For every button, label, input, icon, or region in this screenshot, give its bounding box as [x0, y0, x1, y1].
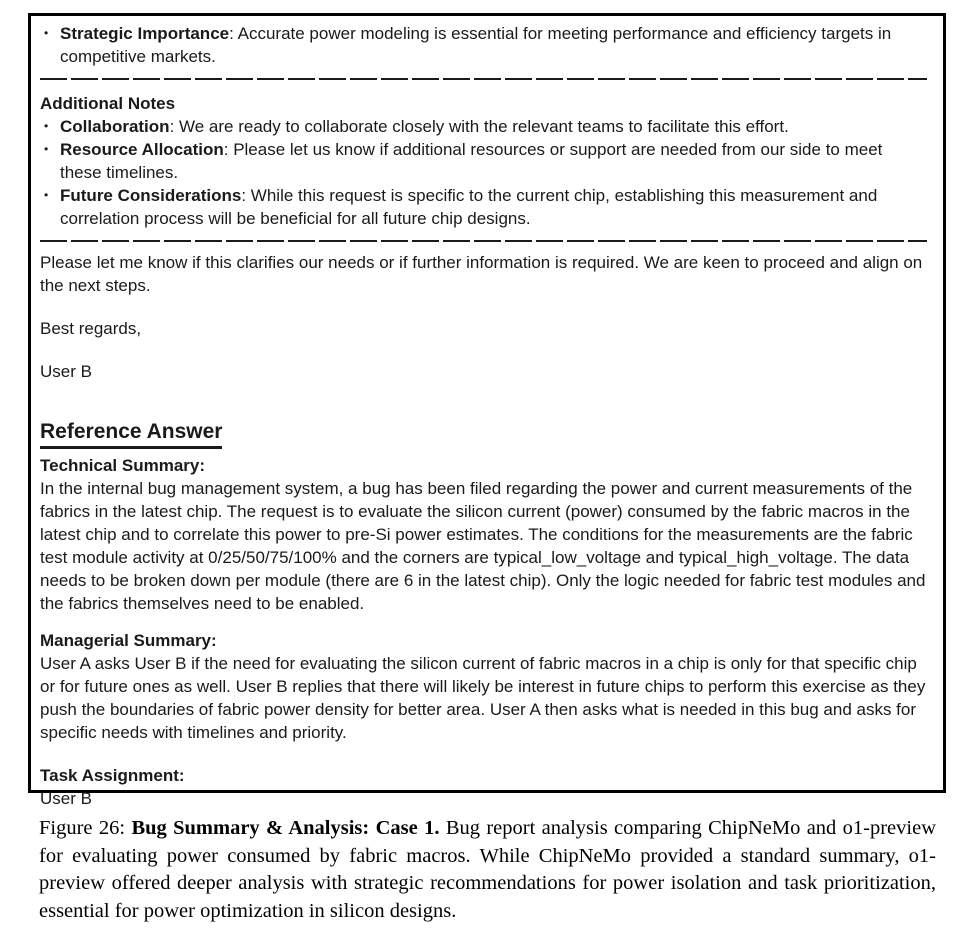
task-assignment-heading: Task Assignment:: [40, 766, 185, 785]
bullet-icon: •: [44, 119, 49, 133]
list-item-text: [60, 22, 927, 68]
list-item-body: : Accurate power modeling is essential for meeting performance and efficiency targets in competitive markets.: [60, 24, 892, 66]
bullet-icon: •: [44, 188, 49, 202]
reference-answer-heading: [40, 419, 927, 445]
list-item-resource-allocation: [40, 138, 927, 184]
bullet-icon: •: [44, 26, 49, 40]
signature-text: User B: [40, 362, 92, 381]
technical-summary-heading: Technical Summary:: [40, 456, 206, 475]
technical-summary-paragraph: In the internal bug management system, a bug has been filed regarding the power and current measurements of the fabrics in the latest chip. The request is to evaluate the silicon current (power) consumed by the fabric macros in the latest chip and to correlate this power to pre-Si power estimates. The conditions for the measurements are the fabric test module activity at 0/25/50/75/100% and the corners are typical_low_voltage and typical_high_voltage. The data needs to be broken down per module (there are 6 in the latest chip). Only the logic needed for fabric test modules and the fabrics themselves need to be enabled.: [40, 479, 926, 613]
list-item-label: Strategic Importance: [60, 24, 230, 43]
task-assignment-value: User B: [40, 789, 92, 808]
list-item-future-considerations: [40, 184, 927, 230]
separator-line: [40, 78, 927, 80]
list-item-text: [60, 115, 927, 138]
bullet-icon: •: [44, 142, 49, 156]
list-item-label: Resource Allocation: [60, 140, 224, 159]
list-item-text: [60, 184, 927, 230]
list-item-body: : Please let us know if additional resources or support are needed from our side to meet these timelines.: [60, 140, 883, 182]
additional-notes-heading: Additional Notes: [40, 94, 176, 113]
managerial-summary-heading: Managerial Summary:: [40, 631, 217, 650]
list-item-body: : We are ready to collaborate closely with the relevant teams to facilitate this effort.: [169, 117, 789, 136]
managerial-summary-paragraph: User A asks User B if the need for evaluating the silicon current of fabric macros in a chip is only for that specific chip or for future ones as well. User B replies that there will likely be interest in future chips to perform this exercise as they push the boundaries of fabric power density for better area. User A then asks what is needed in this bug and asks for specific needs with timelines and priority.: [40, 654, 926, 742]
bug-report-figure-box: [28, 13, 946, 808]
figure-caption-prefix: Figure 26:: [39, 817, 132, 839]
list-item-label: Collaboration: [60, 117, 170, 136]
figure-caption: [39, 815, 936, 925]
reference-answer-heading-text: Reference Answer: [40, 420, 222, 449]
list-item-collaboration: [40, 115, 927, 138]
figure-caption-title: Bug Summary & Analysis: Case 1.: [131, 817, 440, 839]
list-item-strategic-importance: [40, 22, 927, 68]
list-item-label: Future Considerations: [60, 186, 242, 205]
list-item-body: : While this request is specific to the current chip, establishing this measurement and correlation process will be beneficial for all future chip designs.: [60, 186, 878, 228]
closing-paragraph: Please let me know if this clarifies our needs or if further information is required. We are keen to proceed and align on the next steps.: [40, 253, 923, 295]
figure-caption-body: Bug report analysis comparing ChipNeMo and o1-preview for evaluating power consumed by fabric macros. While ChipNeMo provided a standard summary, o1-preview offered deeper analysis with strategic recommendations for power isolation and task prioritization, essential for power optimization in silicon designs.: [39, 817, 936, 922]
separator-line: [40, 240, 927, 242]
list-item-text: [60, 138, 927, 184]
signoff-text: Best regards,: [40, 319, 142, 338]
